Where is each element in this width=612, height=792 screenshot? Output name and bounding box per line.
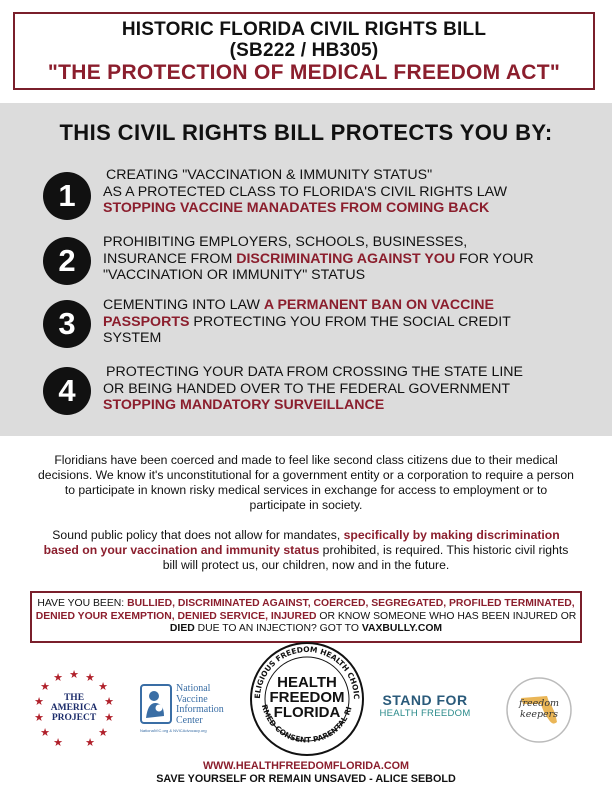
stand-for-line-2: HEALTH FREEDOM — [379, 708, 471, 719]
callout-mid-2: DUE TO AN INJECTION? GOT TO — [194, 623, 362, 634]
svg-text:★: ★ — [85, 671, 95, 684]
number-badge-3: 3 — [43, 300, 91, 348]
benefit-1-line-2: AS A PROTECTED CLASS TO FLORIDA'S CIVIL RIGHTS LAW — [103, 183, 507, 200]
america-project-line-2: AMERICA — [50, 703, 98, 713]
svg-text:★: ★ — [34, 695, 44, 708]
benefit-3-pre: CEMENTING INTO LAW — [103, 297, 264, 313]
freedom-keepers-line-2: keepers — [519, 709, 559, 720]
svg-text:★: ★ — [85, 736, 95, 749]
title-box — [13, 12, 595, 90]
callout-died: DIED — [169, 623, 195, 634]
nvic-line-3: Information — [176, 704, 224, 715]
benefit-1-highlight: STOPPING VACCINE MANADATES FROM COMING BACK — [103, 200, 490, 216]
callout-mid: OR KNOW SOMEONE WHO HAS BEEN INJURED OR — [316, 610, 577, 622]
paragraph-2-post: prohibited, is required. This historic civil rights bill will protect us, our children, now and in the future. — [162, 543, 569, 572]
paragraph-2 — [36, 528, 576, 573]
benefit-2-post: FOR YOUR — [455, 250, 534, 267]
benefit-3-post: PROTECTING YOU FROM THE SOCIAL CREDIT — [189, 313, 511, 330]
benefit-4-line-2: OR BEING HANDED OVER TO THE FEDERAL GOVERNMENT — [103, 380, 511, 397]
svg-text:★: ★ — [69, 668, 79, 681]
stand-for-line-1: STAND FOR — [382, 692, 468, 708]
svg-text:★: ★ — [53, 671, 63, 684]
benefit-2-highlight: DISCRIMINATING AGAINST YOU — [236, 250, 456, 267]
callout-pre: HAVE YOU BEEN: — [37, 598, 128, 609]
benefit-3-highlight-2: PASSPORTS — [103, 313, 190, 330]
title-line-1: HISTORIC FLORIDA CIVIL RIGHTS BILL — [121, 19, 487, 40]
paragraph-2-pre: Sound public policy that does not allow for mandates, — [52, 528, 344, 542]
hff-line-3: FLORIDA — [273, 704, 341, 721]
title-line-2: (SB222 / HB305) — [229, 40, 379, 61]
callout-box — [30, 591, 582, 643]
svg-text:★: ★ — [104, 711, 114, 724]
footer-url[interactable]: WWW.HEALTHFREEDOMFLORIDA.COM — [202, 760, 410, 772]
nvic-line-1: National — [176, 683, 211, 694]
svg-text:★: ★ — [40, 680, 50, 693]
svg-text:★: ★ — [98, 726, 108, 739]
number-badge-1: 1 — [43, 172, 91, 220]
stand-for-health-freedom-logo — [375, 692, 475, 728]
benefit-text-1 — [103, 167, 586, 217]
benefit-2-pre: INSURANCE FROM — [103, 250, 237, 267]
freedom-keepers-logo — [505, 676, 573, 744]
nvic-line-4: Center — [176, 714, 203, 726]
mother-child-icon — [140, 684, 172, 724]
callout-site: VAXBULLY.COM — [361, 623, 443, 634]
america-project-line-3: PROJECT — [51, 713, 97, 723]
benefit-text-4 — [103, 364, 586, 414]
svg-text:★: ★ — [98, 680, 108, 693]
nvic-small-text: NationalVIC.org & NVICAdvocacy.org — [140, 728, 207, 733]
benefit-text-2 — [103, 234, 583, 284]
benefit-4-line-1: PROTECTING YOUR DATA FROM CROSSING THE STATE LINE — [106, 364, 523, 380]
svg-text:★: ★ — [40, 726, 50, 739]
freedom-keepers-line-1: freedom — [518, 698, 560, 709]
svg-text:★: ★ — [53, 736, 63, 749]
benefit-3-highlight-1: A PERMANENT BAN ON VACCINE — [263, 297, 494, 313]
benefit-text-3 — [103, 297, 583, 347]
health-freedom-florida-logo — [248, 640, 366, 758]
hff-line-1: HEALTH — [277, 674, 337, 691]
nvic-line-2: Vaccine — [176, 693, 208, 705]
callout-red-list: BULLIED, DISCRIMINATED AGAINST, COERCED, SEGREGATED, PROFILED TERMINATED, DENIED YOUR EXEMPTION, DENIED SERVICE, INJURED — [35, 598, 575, 622]
svg-text:★: ★ — [104, 695, 114, 708]
benefit-1-line-1: CREATING "VACCINATION & IMMUNITY STATUS" — [106, 167, 433, 183]
benefit-4-highlight: STOPPING MANDATORY SURVEILLANCE — [103, 397, 385, 413]
benefit-2-line-1: PROHIBITING EMPLOYERS, SCHOOLS, BUSINESSES, — [103, 234, 468, 250]
america-project-logo — [30, 668, 118, 752]
nvic-logo — [140, 684, 240, 738]
america-project-line-1: THE — [63, 693, 85, 703]
paragraph-2-bold: specifically by making discrimination based on your vaccination and immunity status — [43, 528, 560, 557]
footer-tagline: SAVE YOURSELF OR REMAIN UNSAVED - ALICE SEBOLD — [156, 773, 456, 785]
benefit-3-line-3: SYSTEM — [103, 330, 162, 346]
paragraph-1: Floridians have been coerced and made to feel like second class citizens due to their medical decisions. We know it's unconstitutional for a government entity or a corporation to require a person to participate in known risky medical services in exchange for access to employment or to participate in society. — [38, 453, 574, 512]
hff-ring-bottom: RMED CONSENT PARENTAL RI — [259, 703, 354, 745]
panel-heading: THIS CIVIL RIGHTS BILL PROTECTS YOU BY: — [59, 120, 553, 145]
svg-text:★: ★ — [34, 711, 44, 724]
benefit-2-line-3: "VACCINATION OR IMMUNITY" STATUS — [103, 267, 366, 283]
hff-line-2: FREEDOM — [269, 689, 345, 706]
title-line-3: "THE PROTECTION OF MEDICAL FREEDOM ACT" — [47, 61, 561, 84]
hff-ring-top: ELIGIOUS FREEDOM HEALTH CHOIC — [252, 644, 362, 700]
number-badge-2: 2 — [43, 237, 91, 285]
number-badge-4: 4 — [43, 367, 91, 415]
